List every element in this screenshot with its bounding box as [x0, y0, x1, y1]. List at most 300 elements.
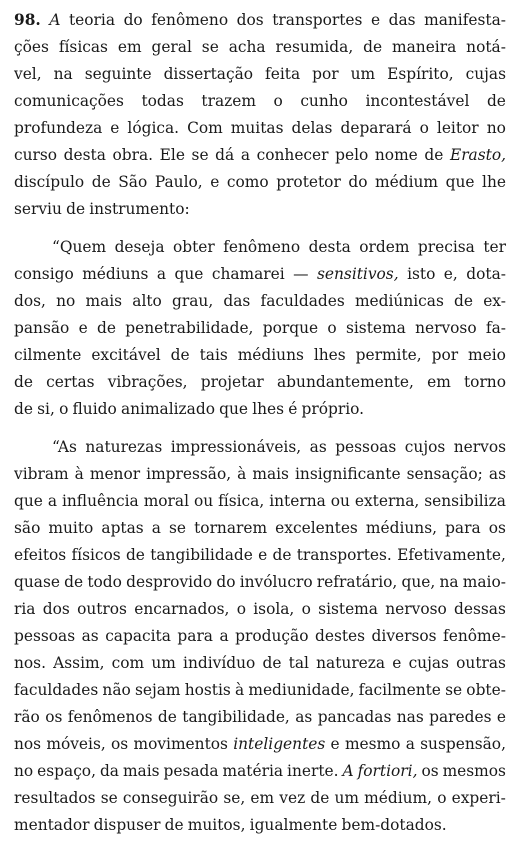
word: incontestável — [365, 92, 470, 110]
word: de — [125, 546, 145, 564]
word: diversos — [371, 627, 437, 645]
word: obter — [172, 238, 215, 256]
word: médiuns — [237, 346, 304, 364]
word: facilmente — [358, 681, 441, 699]
word: de — [157, 708, 177, 726]
word: excitável — [91, 346, 161, 364]
word: animalizado — [120, 400, 215, 418]
word: muitos, — [187, 816, 246, 834]
word: e — [330, 735, 340, 753]
text-line — [14, 569, 506, 596]
word: tais — [199, 346, 228, 364]
word: físicos — [71, 546, 121, 564]
word: ou — [330, 492, 350, 510]
text-line — [14, 812, 506, 839]
text-line — [14, 196, 506, 223]
word: a — [240, 146, 250, 164]
word: de — [91, 173, 111, 191]
word: naturezas — [85, 438, 163, 456]
word: fa- — [485, 319, 506, 337]
word: dessas — [454, 600, 506, 618]
word: e — [392, 654, 402, 672]
word: A — [342, 762, 354, 780]
word: conseguirão — [122, 789, 219, 807]
text-line — [14, 704, 506, 731]
word: destes — [314, 627, 366, 645]
word: o — [437, 789, 447, 807]
word: de — [96, 319, 116, 337]
word: se — [445, 681, 463, 699]
word: — — [293, 265, 309, 283]
word: que — [445, 173, 475, 191]
word: “Quem — [52, 238, 107, 256]
word: comunicações — [14, 92, 124, 110]
word: mais — [122, 762, 160, 780]
word: os — [488, 519, 506, 537]
word: e — [110, 119, 120, 137]
word: inteligentes — [233, 735, 326, 753]
word: como — [226, 173, 269, 191]
word: transportes. — [296, 546, 392, 564]
word: ou — [193, 492, 214, 510]
word: que — [14, 492, 43, 510]
word: manifesta- — [424, 11, 506, 29]
word: obra. — [112, 146, 154, 164]
word: médium, — [364, 789, 433, 807]
word: à — [237, 465, 247, 483]
word: permite, — [355, 346, 422, 364]
word: das — [388, 11, 416, 29]
word: sensitivos, — [317, 265, 399, 283]
word: de — [310, 789, 330, 807]
word: impressionáveis, — [170, 438, 302, 456]
word: outras — [456, 654, 506, 672]
text-line — [14, 515, 506, 542]
word: inerte. — [287, 762, 339, 780]
word: de — [164, 816, 184, 834]
word: moral — [143, 492, 190, 510]
word: deseja — [114, 238, 165, 256]
word: próprio. — [301, 400, 365, 418]
word: de — [170, 346, 190, 364]
word: com — [111, 654, 145, 672]
word: feita — [265, 65, 301, 83]
word: as — [81, 627, 99, 645]
word: trazem — [201, 92, 256, 110]
word: São — [118, 173, 148, 191]
word: à — [74, 465, 84, 483]
word: indivíduo — [183, 654, 256, 672]
word: impressão, — [146, 465, 232, 483]
word: faculdades — [260, 292, 345, 310]
word: ter — [483, 238, 506, 256]
word: os — [111, 735, 129, 753]
word: tangibilidade, — [182, 708, 290, 726]
word: se — [169, 519, 187, 537]
word: hostis — [184, 681, 231, 699]
word: capacita — [105, 627, 171, 645]
word: são — [14, 519, 41, 537]
word: nas — [396, 708, 424, 726]
word: na — [53, 65, 73, 83]
word: a — [405, 735, 415, 753]
word: igualmente — [249, 816, 338, 834]
word: e — [210, 173, 220, 191]
word: é — [288, 400, 298, 418]
word: na — [439, 573, 459, 591]
word: mediúnicas — [354, 292, 444, 310]
text-line — [14, 596, 506, 623]
word: vibrações, — [107, 373, 188, 391]
word: fenômeno — [151, 11, 229, 29]
word: do — [348, 173, 368, 191]
text-line — [14, 396, 506, 423]
word: fenôme- — [443, 627, 506, 645]
word: faculdades — [14, 681, 99, 699]
word: espaço, — [37, 762, 96, 780]
word: pansão — [14, 319, 70, 337]
word: mais — [252, 465, 289, 483]
text-line — [14, 785, 506, 812]
word: precisa — [417, 238, 475, 256]
word: Ele — [159, 146, 185, 164]
word: abundantemente, — [277, 373, 414, 391]
word: projetar — [200, 373, 264, 391]
word: refratário, — [316, 573, 398, 591]
word: ordem — [359, 238, 410, 256]
word: tornarem — [194, 519, 268, 537]
word: experi- — [451, 789, 506, 807]
text-line — [14, 677, 506, 704]
word: seguinte — [84, 65, 152, 83]
word: o — [236, 600, 246, 618]
word: matéria — [222, 762, 284, 780]
word: dos — [236, 11, 264, 29]
word: muitas — [230, 119, 284, 137]
word: sejam — [134, 681, 181, 699]
word: nome — [374, 146, 418, 164]
word: movimentos — [133, 735, 228, 753]
word: invólucro — [239, 573, 313, 591]
word: pessoas — [14, 627, 76, 645]
word: no — [56, 292, 76, 310]
word: tal — [288, 654, 309, 672]
word: Espírito, — [387, 65, 454, 83]
word: tangibilidade — [150, 546, 253, 564]
text-line — [14, 461, 506, 488]
text-line — [14, 61, 506, 88]
word: vibram — [14, 465, 69, 483]
word: obte- — [466, 681, 506, 699]
word: natureza — [316, 654, 386, 672]
word: mentador — [14, 816, 90, 834]
word: lógica. — [127, 119, 180, 137]
word: conhecer — [256, 146, 329, 164]
word: ria — [14, 600, 36, 618]
text-line — [14, 7, 506, 34]
word: um — [334, 789, 359, 807]
word: de — [454, 292, 474, 310]
word: encarnados, — [134, 600, 230, 618]
text-line — [14, 234, 506, 261]
word: outros — [77, 600, 127, 618]
word: meio — [468, 346, 506, 364]
word: da — [99, 762, 119, 780]
word: nos — [14, 735, 42, 753]
word: ex- — [483, 292, 506, 310]
text-line — [14, 758, 506, 785]
word: de — [14, 373, 33, 391]
word: nos. — [14, 654, 46, 672]
word: curso — [14, 146, 58, 164]
word: móveis, — [46, 735, 106, 753]
text-line — [14, 542, 506, 569]
word: e — [258, 546, 268, 564]
word: as — [295, 708, 313, 726]
word: sistema — [345, 319, 406, 337]
word: que — [174, 265, 204, 283]
word: Erasto, — [449, 146, 506, 164]
word: influência — [61, 492, 139, 510]
text-line — [14, 342, 506, 369]
word: a — [47, 492, 58, 510]
word: de — [424, 146, 444, 164]
word: o — [419, 119, 429, 137]
word: porque — [262, 319, 319, 337]
word: cujas — [465, 65, 506, 83]
word: pelo — [335, 146, 369, 164]
word: o — [59, 400, 69, 418]
word: profundeza — [14, 119, 103, 137]
word: de — [272, 546, 292, 564]
word: bem-dotados. — [341, 816, 447, 834]
word: as — [309, 438, 327, 456]
word: nervoso — [415, 319, 477, 337]
word: resumida, — [275, 38, 354, 56]
word: penetrabilidade, — [125, 319, 254, 337]
word: e — [496, 708, 506, 726]
word: leitor — [436, 119, 479, 137]
word: maneira — [392, 38, 457, 56]
word: sensibiliza — [424, 492, 506, 510]
word: que — [219, 400, 249, 418]
word: alto — [132, 292, 162, 310]
word: se — [191, 146, 209, 164]
word: excelentes — [275, 519, 358, 537]
word: a — [219, 627, 229, 645]
word: à — [234, 681, 245, 699]
text-line — [14, 169, 506, 196]
word: grau, — [172, 292, 214, 310]
word: protetor — [276, 173, 341, 191]
word: sensação; — [406, 465, 483, 483]
word: de — [363, 38, 383, 56]
word: si, — [37, 400, 55, 418]
word: deparará — [340, 119, 412, 137]
word: e — [78, 319, 88, 337]
word: consigo — [14, 265, 74, 283]
word: dos, — [14, 292, 46, 310]
word: do — [216, 573, 236, 591]
word: o — [301, 600, 311, 618]
word: das — [223, 292, 251, 310]
word: lhes — [252, 400, 285, 418]
word: por — [431, 346, 459, 364]
word: em — [427, 373, 451, 391]
word: discípulo — [14, 173, 85, 191]
word: nervoso — [385, 600, 447, 618]
word: quase — [14, 573, 60, 591]
word: as — [488, 465, 506, 483]
word: que, — [401, 573, 436, 591]
word: teoria — [69, 11, 116, 29]
word: e — [370, 11, 381, 29]
word: desta — [63, 146, 106, 164]
text-line — [14, 488, 506, 515]
word: interna — [269, 492, 326, 510]
word: a — [156, 265, 167, 283]
text-line — [14, 34, 506, 61]
word: cilmente — [14, 346, 82, 364]
text-line — [14, 623, 506, 650]
word: sistema — [318, 600, 378, 618]
text-line — [14, 88, 506, 115]
word: Com — [187, 119, 223, 137]
word: mais — [85, 292, 123, 310]
word: nervos — [453, 438, 506, 456]
word: um — [350, 65, 376, 83]
word: de — [66, 200, 86, 218]
word: torno — [464, 373, 506, 391]
text-line — [14, 369, 506, 396]
word: mediunidade, — [248, 681, 355, 699]
word: pesada — [163, 762, 219, 780]
word: física, — [218, 492, 265, 510]
word: do — [123, 11, 143, 29]
word: Efetivamente, — [397, 546, 506, 564]
word: resultados — [14, 789, 96, 807]
word: A — [49, 11, 61, 29]
word: suspensão, — [420, 735, 506, 753]
word: no — [486, 119, 506, 137]
word: médium — [375, 173, 439, 191]
word: dá — [215, 146, 235, 164]
word: Paulo, — [154, 173, 203, 191]
word: pessoas — [335, 438, 397, 456]
word: instrumento: — [89, 200, 190, 218]
word: dos — [42, 600, 70, 618]
text-line — [14, 142, 506, 169]
text-line — [14, 731, 506, 758]
word: geral — [151, 38, 192, 56]
word: todo — [87, 573, 122, 591]
word: por — [312, 65, 339, 83]
word: dispuser — [93, 816, 161, 834]
word: médiuns — [82, 265, 149, 283]
word: cujas — [408, 654, 449, 672]
word: os — [45, 708, 63, 726]
word: o — [327, 319, 337, 337]
text-line — [14, 288, 506, 315]
word: serviu — [14, 200, 62, 218]
text-line — [14, 650, 506, 677]
word: médiuns, — [365, 519, 437, 537]
word: para — [177, 627, 213, 645]
word: efeitos — [14, 546, 67, 564]
word: maio- — [462, 573, 506, 591]
word: externa, — [354, 492, 420, 510]
word: o — [273, 92, 283, 110]
word: físicas — [58, 38, 108, 56]
word: fenômeno — [223, 238, 301, 256]
word: paredes — [429, 708, 492, 726]
word: os — [421, 762, 439, 780]
word: de — [64, 573, 84, 591]
word: se — [100, 789, 118, 807]
word: certas — [46, 373, 95, 391]
text-line — [14, 261, 506, 288]
word: desprovido — [126, 573, 213, 591]
word: pancadas — [317, 708, 392, 726]
word: isto — [407, 265, 436, 283]
word: ções — [14, 38, 49, 56]
paragraph-number: 98. — [14, 11, 41, 29]
word: cunho — [300, 92, 348, 110]
word: “As — [52, 438, 77, 456]
word: para — [445, 519, 481, 537]
word: Assim, — [53, 654, 105, 672]
text-line — [14, 115, 506, 142]
word: vez — [279, 789, 306, 807]
word: de — [14, 400, 33, 418]
word: e, — [443, 265, 458, 283]
word: um — [151, 654, 176, 672]
word: chamarei — [211, 265, 285, 283]
word: desta — [308, 238, 351, 256]
word: produção — [235, 627, 309, 645]
word: muito — [48, 519, 94, 537]
word: lhes — [313, 346, 346, 364]
word: de — [486, 92, 506, 110]
word: transportes — [272, 11, 363, 29]
word: mesmo — [344, 735, 401, 753]
word: em — [117, 38, 142, 56]
word: aptas — [101, 519, 144, 537]
word: rão — [14, 708, 40, 726]
word: dissertação — [163, 65, 254, 83]
word: se — [201, 38, 219, 56]
word: menor — [89, 465, 141, 483]
word: notá- — [466, 38, 506, 56]
word: no — [14, 762, 34, 780]
word: em — [250, 789, 275, 807]
word: fluido — [72, 400, 117, 418]
word: fenômenos — [67, 708, 153, 726]
word: cujos — [404, 438, 446, 456]
word: mesmos — [442, 762, 506, 780]
word: acha — [228, 38, 266, 56]
word: não — [102, 681, 131, 699]
text-line — [14, 434, 506, 461]
word: lhe — [482, 173, 506, 191]
word: isola, — [253, 600, 295, 618]
word: delas — [291, 119, 333, 137]
word: vel, — [14, 65, 42, 83]
word: de — [262, 654, 282, 672]
word: fortiori, — [357, 762, 418, 780]
text-line — [14, 315, 506, 342]
word: insignificante — [294, 465, 401, 483]
